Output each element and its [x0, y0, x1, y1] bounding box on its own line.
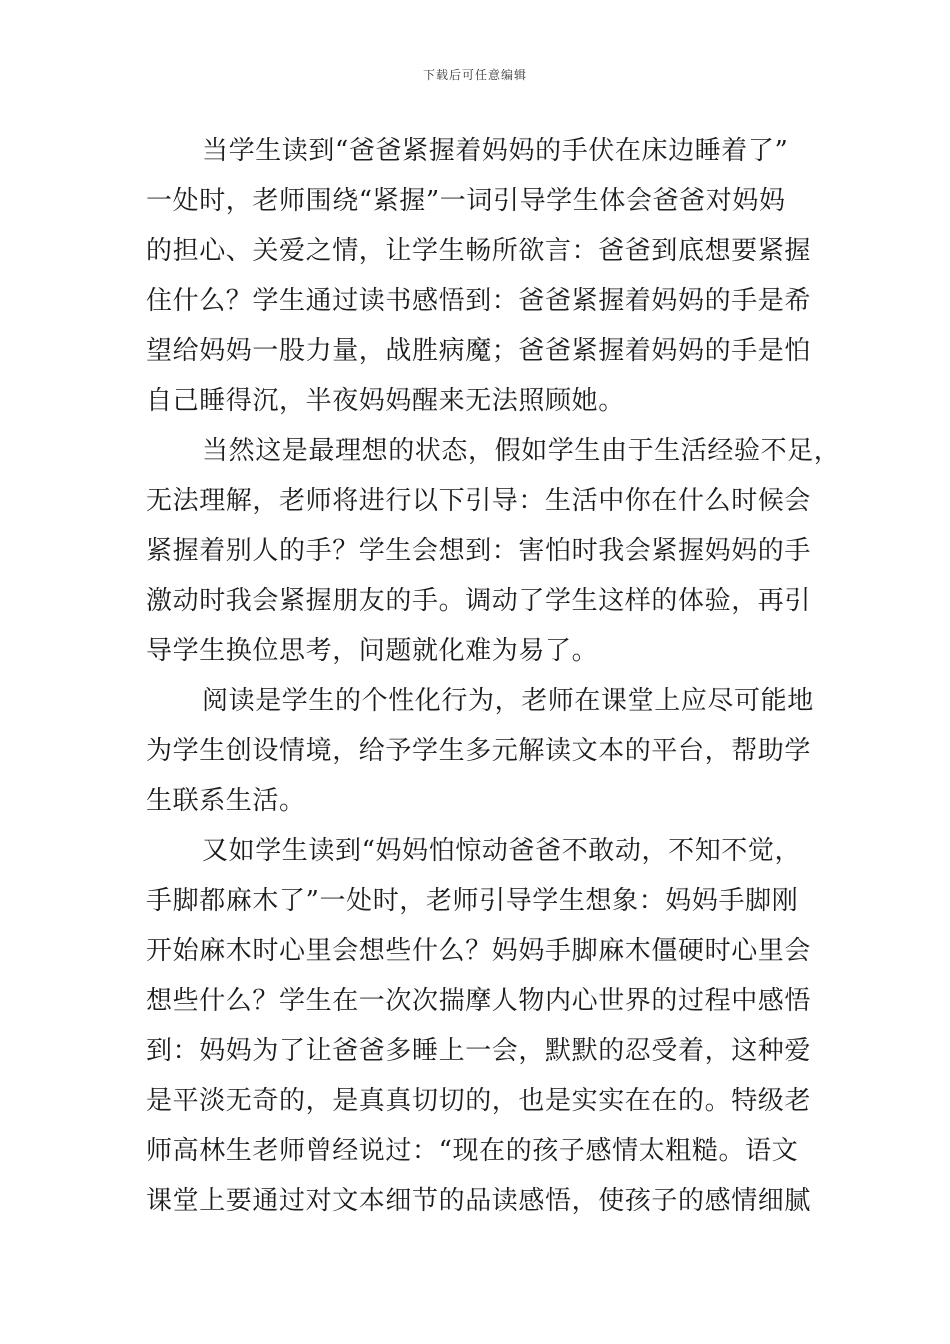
- paragraph-4-line-2: 手脚都麻木了”一处时，老师引导学生想象：妈妈手脚刚: [146, 886, 799, 916]
- paragraph-1-line-3: 的担心、关爱之情，让学生畅所欲言：爸爸到底想要紧握: [146, 236, 812, 266]
- paragraph-1-line-5: 望给妈妈一股力量，战胜病魔；爸爸紧握着妈妈的手是怕: [146, 336, 812, 366]
- paragraph-1-line-2: 一处时，老师围绕“紧握”一词引导学生体会爸爸对妈妈: [146, 186, 786, 216]
- paragraph-4-line-6: 是平淡无奇的，是真真切切的，也是实实在在的。特级老: [146, 1086, 812, 1116]
- paragraph-3-line-2: 为学生创设情境，给予学生多元解读文本的平台，帮助学: [146, 736, 812, 766]
- paragraph-4-line-7: 师高林生老师曾经说过：“现在的孩子感情太粗糙。语文: [146, 1136, 799, 1166]
- paragraph-2-line-1: 当然这是最理想的状态，假如学生由于生活经验不足，: [202, 436, 841, 466]
- paragraph-1-line-4: 住什么？学生通过读书感悟到：爸爸紧握着妈妈的手是希: [146, 286, 812, 316]
- paragraph-2-line-2: 无法理解，老师将进行以下引导：生活中你在什么时候会: [146, 486, 812, 516]
- document-body: [146, 126, 841, 1226]
- paragraph-3-line-3: 生联系生活。: [146, 786, 306, 816]
- paragraph-4-line-4: 想些什么？学生在一次次揣摩人物内心世界的过程中感悟: [146, 986, 812, 1016]
- paragraph-4-line-8: 课堂上要通过对文本细节的品读感悟，使孩子的感情细腻: [146, 1186, 812, 1216]
- paragraph-1-line-6: 自己睡得沉，半夜妈妈醒来无法照顾她。: [146, 386, 625, 416]
- paragraph-2-line-4: 激动时我会紧握朋友的手。调动了学生这样的体验，再引: [146, 586, 812, 616]
- page-header: 下载后可任意编辑: [422, 68, 527, 82]
- paragraph-3-line-1: 阅读是学生的个性化行为，老师在课堂上应尽可能地: [202, 686, 814, 716]
- paragraph-2-line-3: 紧握着别人的手？学生会想到：害怕时我会紧握妈妈的手: [146, 536, 812, 566]
- paragraph-4-line-1: 又如学生读到“妈妈怕惊动爸爸不敢动，不知不觉，: [202, 836, 802, 866]
- paragraph-1-line-1: 当学生读到“爸爸紧握着妈妈的手伏在床边睡着了”: [202, 136, 789, 166]
- paragraph-4-line-5: 到：妈妈为了让爸爸多睡上一会，默默的忍受着，这种爱: [146, 1036, 812, 1066]
- paragraph-2-line-5: 导学生换位思考，问题就化难为易了。: [146, 636, 599, 666]
- paragraph-4-line-3: 开始麻木时心里会想些什么？妈妈手脚麻木僵硬时心里会: [146, 936, 812, 966]
